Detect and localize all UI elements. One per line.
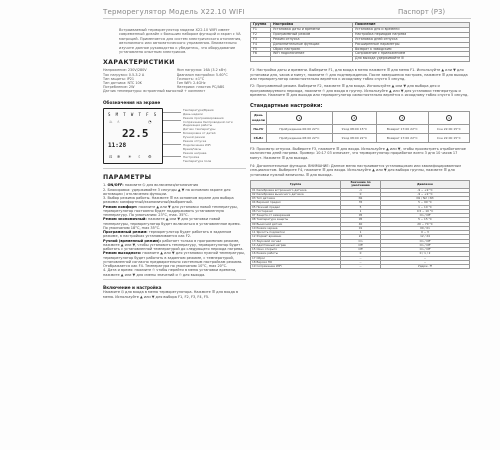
lcd-hand-icon: ☝	[117, 118, 120, 124]
table-cell: F4	[251, 42, 271, 47]
spec-item: Материал: пластик PC/ABS	[176, 85, 225, 90]
table-cell: Установка дней отпуска	[353, 37, 470, 42]
schedule-cell: Уход 08:00 15°C	[332, 124, 376, 133]
param-item: Режим комфорт: нажмите ▲ или ▼ для установки новой температуры, терморегулятор постоянно будет поддерживать установленную температуру. По умолчанию: 23°C, max. 35°C.	[103, 204, 238, 217]
diagram-leader-line	[163, 112, 181, 113]
specs-heading: ХАРАКТЕРИСТИКИ	[103, 59, 175, 67]
document-header-passport: Паспорт (Р3)	[398, 8, 446, 16]
schedule-cell: Пробуждение 06:00 22°C	[266, 124, 332, 133]
table-cell: 19 Сопряжение WiFi	[251, 265, 341, 269]
table-cell: 08 Температура защиты	[251, 218, 341, 222]
table-cell	[271, 57, 353, 62]
table-header-cell: Группа	[251, 23, 271, 28]
schedule-cell: Сон 22:00 15°C	[428, 133, 469, 142]
table-cell: 35	[341, 201, 381, 205]
table-cell: 15 Окно открыто	[251, 248, 341, 252]
table-cell: 13 Звуковой сигнал	[251, 239, 341, 243]
table-cell: 01 Калибровка встроенного датчика	[251, 188, 341, 192]
table-cell: Удерж. ☰	[381, 265, 470, 269]
diagram-label: Ручной режим	[183, 136, 205, 140]
param-item: Режим выходного: нажмите ▲ или ▼ для установки нужной температуры, терморегулятор будет работать в заданном режиме, с температурой, установленной согласно предварительно системным настройкам режима. Отображается как F4. Температура по умолчанию 10°C, max 20°C.	[103, 251, 245, 268]
table-cell: 05	[341, 218, 381, 222]
param-item: Режим экономичный: нажмите ▲ или ▼ для установки новой температуры, терморегулятор будет включаться в установленное время. По умолчанию 18°C, max 35°C.	[103, 217, 241, 230]
table-header-cell: Пояснение	[353, 23, 470, 28]
left-column	[103, 22, 246, 299]
diagram-labels	[183, 109, 245, 164]
param-item: 3. Выбор режима работы. Нажмите ☰ на основном экране для выбора режима: комфортный/экономичный/выбранный.	[103, 196, 234, 205]
params-heading: ПАРАМЕТРЫ	[103, 174, 152, 182]
schedule-day: Пн-Пт	[251, 124, 267, 133]
table-cell: 0 ~ 3	[381, 231, 470, 235]
table-cell: N1	[341, 197, 381, 201]
lcd-moon-icon: ☾	[138, 153, 142, 159]
spec-item: Диапазон настройки: 5-60°C	[176, 72, 228, 77]
table-cell: 04 Верхний предел	[251, 201, 341, 205]
table-cell: Off	[341, 243, 381, 247]
spec-sensor-line: Датчик температуры: встроенный выносной + комплект	[103, 89, 206, 94]
params-list	[103, 183, 246, 277]
spec-item: Мин нагрузка: 16A (3.2 кВт)	[176, 68, 227, 73]
table-cell: Расширенные параметры	[353, 42, 470, 47]
spec-item: Потребление: 2W	[103, 85, 135, 90]
schedule-row-weekdays	[251, 124, 470, 133]
table-cell: 17 Сброс	[251, 256, 341, 260]
intro-paragraph: Встраиваемый терморегулятор модели X22.10 WIFI имеет современный дизайн с большим набором функций и экран с VA матрицей. Применяется для систем электрического отопления, автономного или автоматического управления. Внимательно изучите данное руководство к убедитесь, что оборудование установлено опытным электриком.	[119, 28, 242, 55]
param-item: Программный режим: терморегулятор будет работать в заданном режиме, в настройках устанавливается как F2.	[103, 230, 232, 239]
advanced-functions-body	[251, 188, 470, 269]
table-cell: --	[381, 256, 470, 260]
schedule-cell: Сон 22:00 15°C	[428, 124, 469, 133]
table-cell: 11 Яркость подсветки	[251, 231, 341, 235]
table-header-cell: Настройка	[271, 23, 353, 28]
table-cell: 1	[341, 209, 381, 213]
specs-grid	[103, 68, 246, 89]
schedule-cell: Пробуждение 08:00 22°C	[266, 133, 332, 142]
screen-diagram	[103, 108, 246, 166]
table-cell: 14 Адаптивный нагрев	[251, 243, 341, 247]
table-cell: 09 Выносной датчик	[251, 222, 341, 226]
table-cell: 1	[341, 231, 381, 235]
diagram-label: Блокировка от детей	[183, 132, 216, 136]
diagram-leader-line	[163, 120, 181, 121]
period-3-icon: 3	[376, 111, 428, 124]
table-cell: F5	[251, 47, 271, 52]
param-item: 4. Дата и время: нажмите ⏲ чтобы перейти в меню установки времени, нажмите ▲ или ▼ для смены значений и ⏲ для выхода.	[103, 268, 237, 277]
lcd-wifi-icon: ◔	[148, 118, 152, 124]
spec-item: Тип WiFi: 2.4GHz	[176, 81, 206, 86]
diagram-label: Сопряжение беспроводной сети	[183, 120, 233, 124]
table-cell: 02 Калибровка выносного датчика	[251, 192, 341, 196]
table-cell: On / Off	[381, 248, 470, 252]
table-cell: F6	[251, 52, 271, 57]
section-divider	[103, 279, 246, 280]
table-cell: 40	[341, 222, 381, 226]
diagram-label: Время/Часы	[183, 148, 202, 152]
lcd-gear-icon: ⚙	[148, 153, 152, 159]
table-cell: Режим отпуска	[271, 37, 353, 42]
schedule-heading: Стандартные настройки:	[250, 102, 323, 109]
table-cell: 07 Защита от замерзания	[251, 214, 341, 218]
schedule-day: Сб-Вс	[251, 133, 267, 142]
table-cell: Дополнительные функции	[271, 42, 353, 47]
diagram-label: День недели	[183, 112, 203, 116]
diagram-label: Режим нагрева	[183, 152, 207, 156]
table-cell: 16 Режим работы	[251, 252, 341, 256]
diagram-leader-line	[163, 132, 181, 133]
spec-item: Тип датчика: NTC 10K	[103, 81, 142, 86]
table-cell: 06 Гистерезис	[251, 209, 341, 213]
table-cell: F3	[251, 37, 271, 42]
table-cell: 00 / 01	[381, 226, 470, 230]
lcd-weekdays: S M T W T F S	[108, 111, 158, 117]
right-column	[250, 22, 470, 269]
diagram-label: Индикация работы	[183, 124, 213, 128]
table-cell: --	[341, 260, 381, 264]
table-cell: 0 / 1 / 2	[381, 252, 470, 256]
schedule-cell: Уход 08:00 22°C	[332, 133, 376, 142]
lcd-flame-icon: ♨	[109, 118, 113, 124]
schedule-row-weekend	[251, 133, 470, 142]
table-row	[251, 57, 470, 62]
f3-description: F3: Просмотр отпуска. Выберите F3, нажмите ☰ для входа. Используйте ▲ или ▼, чтобы просмотреть отработанное количество дней нагрева. Пример: 10:17 03 означает, что терморегулятор проработал всего 3 дня 10 часов 17 минут. Нажмите ☰ для выхода.	[250, 146, 466, 160]
table-cell: --	[341, 256, 381, 260]
lcd-clock: 11:28	[108, 141, 127, 149]
section-divider	[103, 168, 246, 169]
table-cell: 12 Формат времени	[251, 235, 341, 239]
setup-heading: Включение и настройка	[103, 285, 162, 291]
lcd-snowflake-icon: ❄	[117, 153, 121, 159]
table-cell: Сопряжение с приложением	[353, 52, 470, 57]
table-cell: --	[381, 260, 470, 264]
param-item: 1. ON/OFF: нажмите ⏻ для включения/отключения	[103, 183, 199, 188]
diagram-heading: Обозначения на экране	[103, 99, 161, 105]
period-2-icon: 2	[332, 111, 376, 124]
table-cell: 5	[341, 205, 381, 209]
table-cell: 5 ~ 99 °C	[381, 201, 470, 205]
table-cell	[251, 57, 271, 62]
table-header-cell: Значение по умолчанию	[341, 181, 381, 189]
table-cell: WiFi подключение	[271, 52, 353, 57]
table-cell: Возврат к заводским	[353, 47, 470, 52]
table-cell: -9 ~ +9 °C	[381, 192, 470, 196]
spec-item: Напряжение: 230V/280V	[103, 68, 147, 73]
param-item: Ручной (временный режим): работает только в программном режиме, нажмите ▲ или ▼, чтобы установить температуру, терморегулятор будет работать с установленной температурой до следующего периода нагрева.	[103, 238, 244, 251]
table-cell: --	[341, 265, 381, 269]
table-cell: Программный режим	[271, 32, 353, 37]
header-divider	[103, 18, 471, 19]
diagram-label: Режим программирования	[183, 116, 224, 120]
table-header-row	[251, 181, 470, 189]
f4-description: F4: Дополнительные функции. ВНИМАНИЕ: Данное меню настраивается установщиком или квалифицированным специалистом. Выберите F4, нажмите ☰ для входа. Используйте ▲ или ▼ для выбора группы, нажмите ☰ для установки нужной величины. ☰ для выхода.	[250, 163, 461, 177]
table-cell: On / Off	[381, 243, 470, 247]
table-cell: Установка дня и времени	[353, 27, 470, 32]
setup-paragraph: Нажмите ⏻ для входа в меню терморегулятора. Нажмите ☰ для входа в меню. Используйте ▲ или ▼ для выбора F1, F2, F3, F4, F5.	[103, 290, 239, 299]
table-cell: On / Off	[381, 214, 470, 218]
table-cell: F2	[251, 32, 271, 37]
schedule-header-row	[251, 111, 470, 124]
table-cell: N1 / N2 / N3	[381, 197, 470, 201]
table-cell: -1	[341, 188, 381, 192]
table-row	[251, 265, 470, 269]
table-cell: 10 Режим экрана	[251, 226, 341, 230]
lcd-temperature: 22.5	[122, 126, 149, 140]
settings-groups-table	[250, 22, 470, 62]
table-cell: 0	[341, 252, 381, 256]
table-cell: On	[341, 239, 381, 243]
schedule-cell: Возврат 17:00 22°C	[376, 124, 428, 133]
lcd-sun-icon: ☀	[128, 153, 132, 159]
diagram-label: Подключение WiFi	[183, 144, 211, 148]
table-cell: Для выхода удерживайте ☰	[353, 57, 470, 62]
table-cell: Сброс настроек	[271, 47, 353, 52]
diagram-label: Режим отпуска	[183, 140, 207, 144]
schedule-cell: Возврат 17:00 22°C	[376, 133, 428, 142]
table-cell: 0.5 ~ 10 °C	[381, 209, 470, 213]
table-cell: 18 Версия ПО	[251, 260, 341, 264]
spec-item: Ток нагрузки: 0.5-3.2 A	[103, 72, 145, 77]
diagram-label: Датчик температуры	[183, 128, 216, 132]
table-cell: Off	[341, 248, 381, 252]
table-cell: 1 ~ 10 °C	[381, 205, 470, 209]
diagram-leader-line	[163, 144, 181, 145]
table-header-cell: Диапазон	[381, 181, 470, 189]
diagram-label: Температура пола	[183, 160, 212, 164]
table-cell: Настройка периодов нагрева	[353, 32, 470, 37]
table-cell: 0	[341, 192, 381, 196]
table-cell: 20 ~ 70 °C	[381, 222, 470, 226]
period-4-icon: 4	[428, 111, 469, 124]
spec-item: Тип защиты: IP21	[103, 76, 135, 81]
f2-description: F2: Программный режим. Выберите F2, нажмите ☰ для входа. Используйте ▲ или ▼ для выбора дня и программируемого периода, нажмите ⏲ для входа в группу. Используйте ▲ или ▼ для установки температуры и времени. Нажмите ☰ для выхода или терморегулятор самостоятельно вернётся к исходному табло спустя 5 секунд.	[250, 84, 469, 98]
table-cell: 05 Нижний предел	[251, 205, 341, 209]
schedule-day-label: День недели	[251, 111, 267, 124]
diagram-label: Температура/Время	[183, 108, 214, 112]
spec-item: Точность: ±1°C	[176, 76, 205, 81]
document-header-model: Терморегулятор Модель X22.10 WIFI	[103, 8, 245, 16]
table-cell: 12 / 24	[381, 235, 470, 239]
period-1-icon: 1	[266, 111, 332, 124]
table-cell: -9 ~ +9 °C	[381, 188, 470, 192]
diagram-leader-line	[163, 156, 181, 157]
table-cell: On / Off	[381, 239, 470, 243]
table-cell: 5 ~ 15 °C	[381, 218, 470, 222]
param-item: 2. Блокировка: удерживайте 3 секунды ▲ ▼ на основном экране для активации / отключения функции.	[103, 187, 231, 196]
lcd-display-illustration	[103, 108, 163, 164]
table-cell: Установка даты и времени	[271, 27, 353, 32]
table-cell: 01	[341, 226, 381, 230]
schedule-table	[250, 111, 470, 143]
advanced-functions-table	[250, 180, 470, 269]
table-cell: 05	[341, 214, 381, 218]
table-cell: F1	[251, 27, 271, 32]
diagram-label: Настройка	[183, 156, 200, 160]
f1-description: F1: Настройка даты и времени. Выберите F1, для входа в меню нажмите ☰ для меню F1. Используйте ▲ или ▼ для установки дня, часов и минут, нажмите ⏲ для подтверждения. После завершения настроек, нажмите ☰ для выхода или терморегулятор самостоятельно вернётся к исходному табло спустя 5 секунд.	[250, 68, 468, 82]
lcd-lock-icon: ⊡	[109, 153, 113, 159]
table-cell: 03 Тип датчика	[251, 197, 341, 201]
table-cell: 24	[341, 235, 381, 239]
table-header-cell: Группа	[251, 181, 341, 189]
